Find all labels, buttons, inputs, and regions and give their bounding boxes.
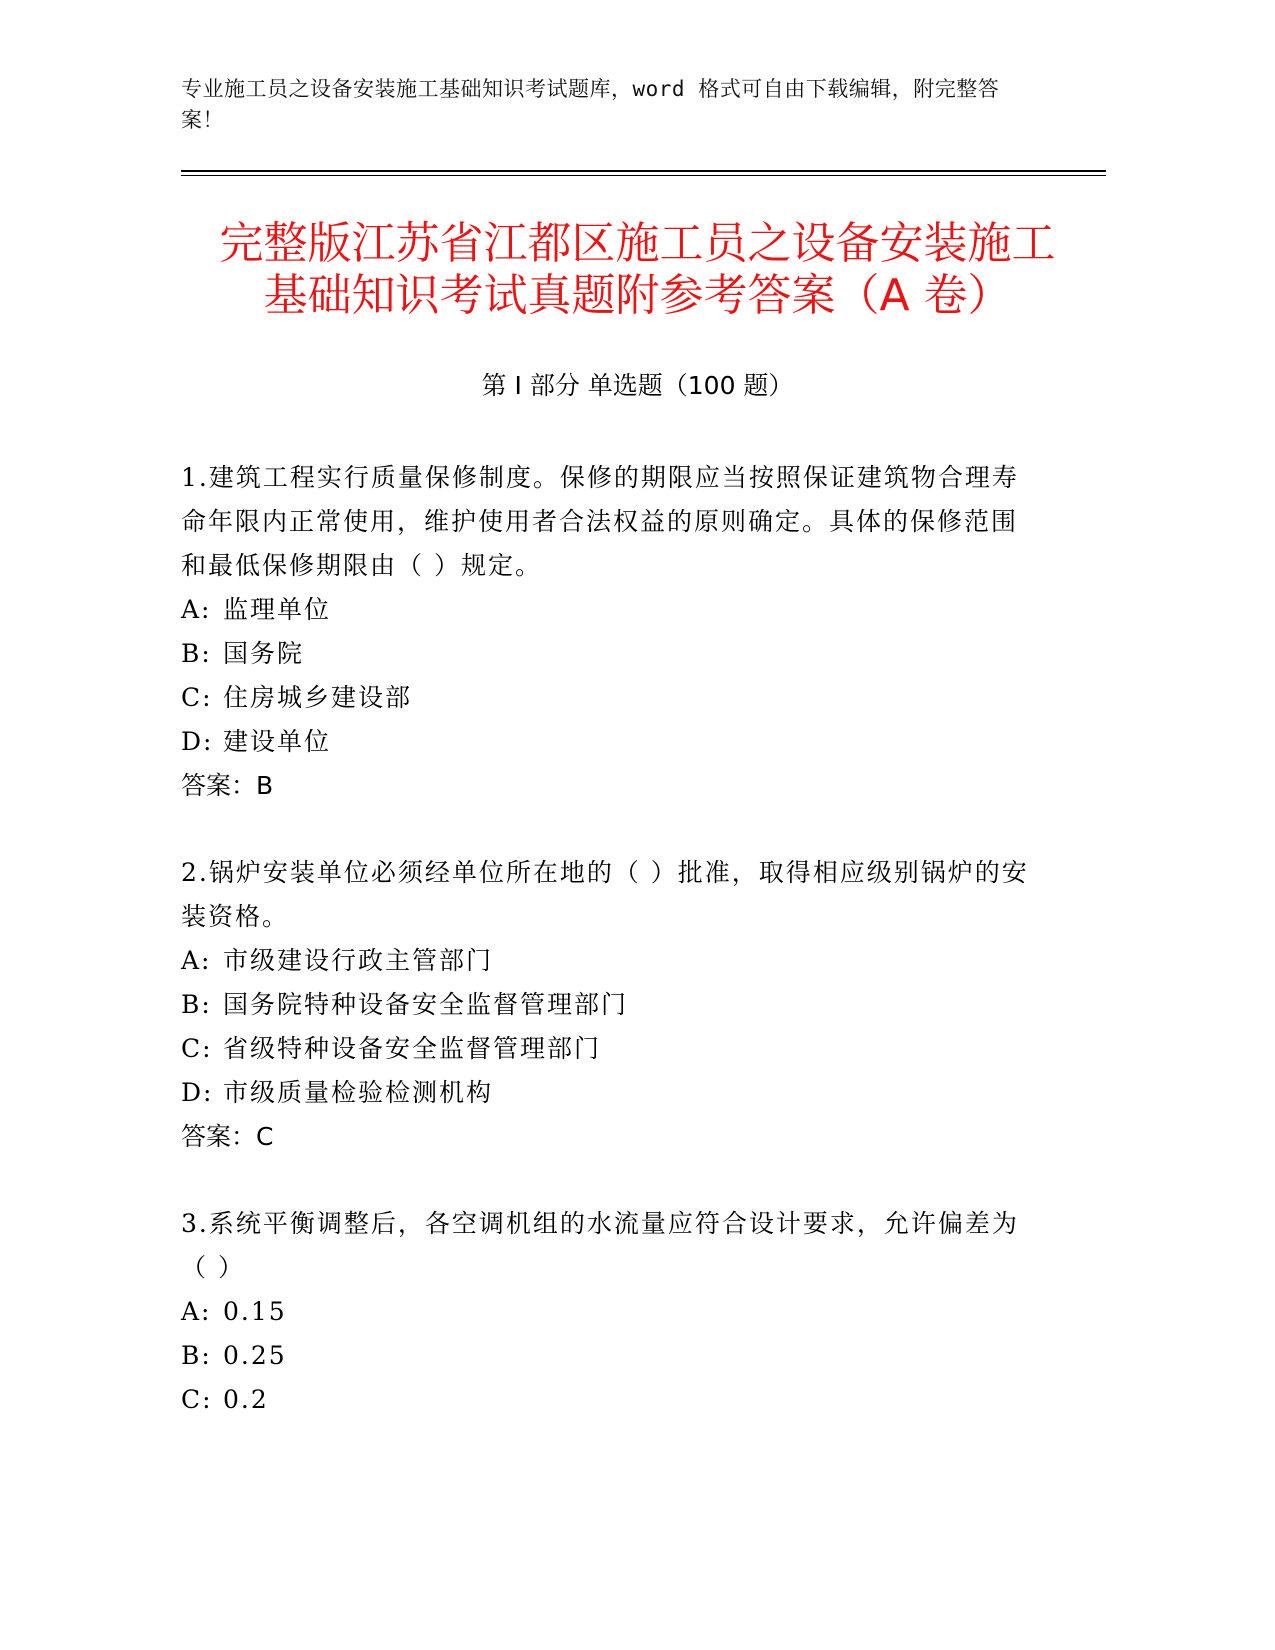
option-text: 0.2 xyxy=(223,1385,269,1414)
answer-line: 答案：B xyxy=(181,771,274,800)
question-list xyxy=(181,456,1041,1465)
question-1 xyxy=(181,456,1041,808)
option-text: 市级建设行政主管部门 xyxy=(223,946,494,975)
option-text: 市级质量检验检测机构 xyxy=(223,1078,494,1107)
document-title-line-1: 完整版江苏省江都区施工员之设备安装施工 xyxy=(219,218,1056,269)
option-text: 0.15 xyxy=(223,1297,287,1326)
option-key: B: xyxy=(181,990,212,1019)
question-text: 1.建筑工程实行质量保修制度。保修的期限应当按照保证建筑物合理寿命年限内正常使用，维护使用者合法权益的原则确定。具体的保修范围和最低保修期限由（ ）规定。 xyxy=(181,463,1019,580)
option-b xyxy=(181,983,1041,1027)
option-text: 0.25 xyxy=(223,1341,287,1370)
answer-line: 答案：C xyxy=(181,1122,274,1151)
question-2 xyxy=(181,851,1041,1159)
question-text: 3.系统平衡调整后，各空调机组的水流量应符合设计要求，允许偏差为（ ） xyxy=(181,1209,1019,1282)
option-key: D: xyxy=(181,1078,214,1107)
option-key: B: xyxy=(181,1341,212,1370)
document-title-line-2: 基础知识考试真题附参考答案（A 卷） xyxy=(263,270,1012,321)
question-3 xyxy=(181,1202,1041,1422)
option-key: A: xyxy=(181,1297,212,1326)
option-c xyxy=(181,1378,1041,1422)
option-a xyxy=(181,588,1041,632)
option-text: 监理单位 xyxy=(223,595,332,624)
option-key: C: xyxy=(181,683,213,712)
document-title xyxy=(130,218,1145,322)
option-d xyxy=(181,720,1041,764)
option-key: B: xyxy=(181,639,212,668)
option-text: 国务院 xyxy=(223,639,305,668)
option-c xyxy=(181,1027,1041,1071)
option-text: 国务院特种设备安全监督管理部门 xyxy=(223,990,629,1019)
option-a xyxy=(181,939,1041,983)
option-key: D: xyxy=(181,727,214,756)
option-key: A: xyxy=(181,946,212,975)
option-a xyxy=(181,1290,1041,1334)
option-b xyxy=(181,1334,1041,1378)
option-text: 建设单位 xyxy=(223,727,332,756)
section-heading: 第 I 部分 单选题（100 题） xyxy=(481,371,794,400)
header-note: 专业施工员之设备安装施工基础知识考试题库，word 格式可自由下载编辑，附完整答案！ xyxy=(181,77,1000,132)
option-c xyxy=(181,676,1041,720)
option-key: C: xyxy=(181,1385,213,1414)
header-rule-thick xyxy=(181,170,1106,172)
option-text: 住房城乡建设部 xyxy=(223,683,413,712)
option-b xyxy=(181,632,1041,676)
question-text: 2.锅炉安装单位必须经单位所在地的（ ）批准，取得相应级别锅炉的安装资格。 xyxy=(181,858,1029,931)
option-key: C: xyxy=(181,1034,213,1063)
option-d xyxy=(181,1071,1041,1115)
option-key: A: xyxy=(181,595,212,624)
header-rule-thin xyxy=(181,175,1106,176)
option-text: 省级特种设备安全监督管理部门 xyxy=(223,1034,602,1063)
